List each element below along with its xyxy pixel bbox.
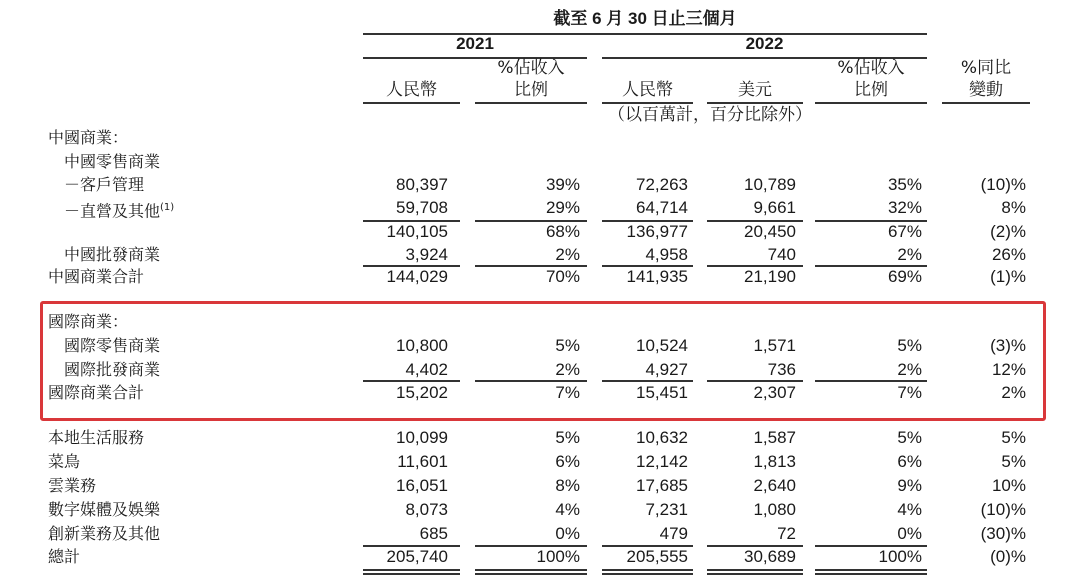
cell-value: 9% — [897, 476, 922, 495]
cell-value: 2% — [555, 360, 580, 379]
year-2021-heading: 2021 — [456, 34, 494, 53]
cell-value: 30,689 — [744, 547, 796, 566]
cell-value: 100% — [878, 547, 922, 566]
row-label-text: 中國商業合計 — [48, 267, 145, 286]
row-label-text: 創新業務及其他 — [48, 524, 161, 543]
cell-value: 10,524 — [636, 336, 688, 355]
row-label-text: 菜鳥 — [48, 452, 81, 471]
underline — [602, 380, 693, 382]
cell-value: 0% — [555, 524, 580, 543]
cell-value: 4,402 — [405, 360, 448, 379]
row-label-text: 中國商業： — [48, 128, 129, 147]
row-label-text: 雲業務 — [48, 476, 97, 495]
row-label-text: 中國批發商業 — [64, 245, 161, 264]
cell-value: (1)% — [990, 267, 1026, 286]
cell-value: 4,958 — [645, 245, 688, 264]
cell-value: 1,571 — [753, 336, 796, 355]
cell-value: 736 — [767, 360, 796, 379]
row-label — [48, 452, 80, 472]
row-label-text: 國際零售商業 — [64, 336, 161, 355]
cell-value: (0)% — [990, 547, 1026, 566]
cell-value: 5% — [555, 336, 580, 355]
cell-value: 12% — [991, 360, 1026, 379]
column-header-2-line1: %佔收入 — [497, 58, 565, 78]
cell-value: 100% — [536, 547, 580, 566]
underline — [815, 569, 927, 571]
row-label — [48, 383, 144, 403]
cell-value: 136,977 — [626, 222, 688, 241]
cell-value: 4% — [897, 500, 922, 519]
cell-value: 7% — [897, 383, 922, 402]
cell-value: 205,740 — [386, 547, 448, 566]
cell-value: 140,105 — [386, 222, 448, 241]
cell-value: 4,927 — [645, 360, 688, 379]
column-header-4-line2: 美元 — [738, 80, 772, 100]
cell-value: 2% — [897, 360, 922, 379]
underline — [475, 573, 587, 575]
cell-value: 39% — [545, 175, 580, 194]
cell-value: (10)% — [980, 500, 1026, 519]
cell-value: 10% — [991, 476, 1026, 495]
cell-value: 59,708 — [396, 198, 448, 217]
cell-value: 685 — [419, 524, 448, 543]
underline — [363, 380, 460, 382]
row-label — [48, 312, 128, 332]
cell-value: 1,080 — [753, 500, 796, 519]
unit-note: （以百萬計，百分比除外） — [608, 105, 812, 125]
row-label-text: 中國零售商業 — [64, 152, 161, 171]
cell-value: 15,202 — [396, 383, 448, 402]
row-label — [48, 128, 128, 148]
cell-value: 10,789 — [744, 175, 796, 194]
cell-value: 8% — [555, 476, 580, 495]
cell-value: (30)% — [980, 524, 1026, 543]
cell-value: 479 — [659, 524, 688, 543]
cell-value: 80,397 — [396, 175, 448, 194]
cell-value: 5% — [1001, 452, 1026, 471]
underline — [707, 569, 803, 571]
column-header-6-line2: 變動 — [969, 80, 1003, 100]
cell-value: 740 — [767, 245, 796, 264]
underline — [815, 380, 927, 382]
divider — [363, 102, 460, 104]
cell-value: 2,307 — [753, 383, 796, 402]
row-label-text: 總計 — [48, 547, 81, 566]
cell-value: 70% — [545, 267, 580, 286]
cell-value: 2,640 — [753, 476, 796, 495]
divider — [815, 102, 927, 104]
cell-value: 1,587 — [753, 428, 796, 447]
cell-value: 29% — [545, 198, 580, 217]
cell-value: 35% — [887, 175, 922, 194]
cell-value: 16,051 — [396, 476, 448, 495]
row-label-text: －直營及其他 — [64, 201, 161, 221]
row-label — [48, 476, 96, 496]
cell-value: 8,073 — [405, 500, 448, 519]
underline — [363, 569, 460, 571]
row-label — [48, 267, 144, 287]
underline — [707, 573, 803, 575]
year-2022-heading: 2022 — [745, 34, 784, 53]
column-header-5-line2: 比例 — [854, 80, 888, 100]
cell-value: 11,601 — [397, 452, 448, 471]
row-label-text: 國際商業合計 — [48, 383, 145, 402]
cell-value: 10,632 — [636, 428, 688, 447]
row-label — [48, 500, 160, 520]
cell-value: 5% — [1001, 428, 1026, 447]
cell-value: 72 — [777, 524, 796, 543]
underline — [475, 569, 587, 571]
row-label-text: －客戶管理 — [64, 175, 145, 194]
cell-value: 64,714 — [636, 198, 688, 217]
footnote-marker: (1) — [160, 202, 175, 213]
row-label — [64, 360, 160, 380]
cell-value: 12,142 — [636, 452, 688, 471]
cell-value: 2% — [1001, 383, 1026, 402]
cell-value: 20,450 — [744, 222, 796, 241]
divider — [475, 102, 587, 104]
cell-value: 5% — [897, 336, 922, 355]
cell-value: 2% — [897, 245, 922, 264]
cell-value: 4% — [555, 500, 580, 519]
cell-value: 205,555 — [626, 547, 688, 566]
cell-value: 141,935 — [626, 267, 688, 286]
row-label — [64, 152, 160, 172]
cell-value: (3)% — [990, 336, 1026, 355]
cell-value: 7% — [555, 383, 580, 402]
underline — [602, 569, 693, 571]
cell-value: 0% — [897, 524, 922, 543]
row-label-text: 數字媒體及娛樂 — [48, 500, 161, 519]
cell-value: 2% — [555, 245, 580, 264]
underline — [363, 573, 460, 575]
cell-value: 9,661 — [753, 198, 796, 217]
cell-value: 67% — [887, 222, 922, 241]
row-label — [48, 547, 80, 567]
row-label-text: 國際商業： — [48, 312, 129, 331]
cell-value: 144,029 — [386, 267, 448, 286]
divider — [942, 102, 1030, 104]
column-header-6-line1: %同比 — [960, 58, 1012, 78]
row-label — [64, 245, 160, 265]
cell-value: 32% — [887, 198, 922, 217]
row-label — [48, 524, 160, 544]
cell-value: 10,800 — [396, 336, 448, 355]
row-label-text: 本地生活服務 — [48, 428, 145, 447]
row-label — [48, 428, 144, 448]
row-label-text: 國際批發商業 — [64, 360, 161, 379]
cell-value: 5% — [555, 428, 580, 447]
divider — [602, 102, 693, 104]
cell-value: 26% — [991, 245, 1026, 264]
cell-value: 7,231 — [645, 500, 688, 519]
cell-value: 6% — [555, 452, 580, 471]
underline — [602, 573, 693, 575]
divider — [707, 102, 803, 104]
period-heading: 截至 6 月 30 日止三個月 — [553, 9, 737, 28]
column-header-3-line2: 人民幣 — [622, 80, 673, 100]
cell-value: 1,813 — [753, 452, 796, 471]
cell-value: 17,685 — [636, 476, 688, 495]
column-header-2-line2: 比例 — [514, 80, 548, 100]
cell-value: 6% — [897, 452, 922, 471]
cell-value: 3,924 — [405, 245, 448, 264]
cell-value: 69% — [887, 267, 922, 286]
cell-value: (2)% — [990, 222, 1026, 241]
cell-value: 5% — [897, 428, 922, 447]
cell-value: 68% — [545, 222, 580, 241]
cell-value: 8% — [1001, 198, 1026, 217]
cell-value: 10,099 — [396, 428, 448, 447]
cell-value: 21,190 — [744, 267, 796, 286]
cell-value: 15,451 — [636, 383, 688, 402]
cell-value: 72,263 — [636, 175, 688, 194]
underline — [475, 380, 587, 382]
row-label — [64, 175, 144, 195]
row-label — [64, 198, 174, 221]
underline — [815, 573, 927, 575]
row-label — [64, 336, 160, 356]
column-header-1-line2: 人民幣 — [386, 80, 437, 100]
underline — [707, 380, 803, 382]
cell-value: (10)% — [980, 175, 1026, 194]
column-header-5-line1: %佔收入 — [837, 58, 905, 78]
